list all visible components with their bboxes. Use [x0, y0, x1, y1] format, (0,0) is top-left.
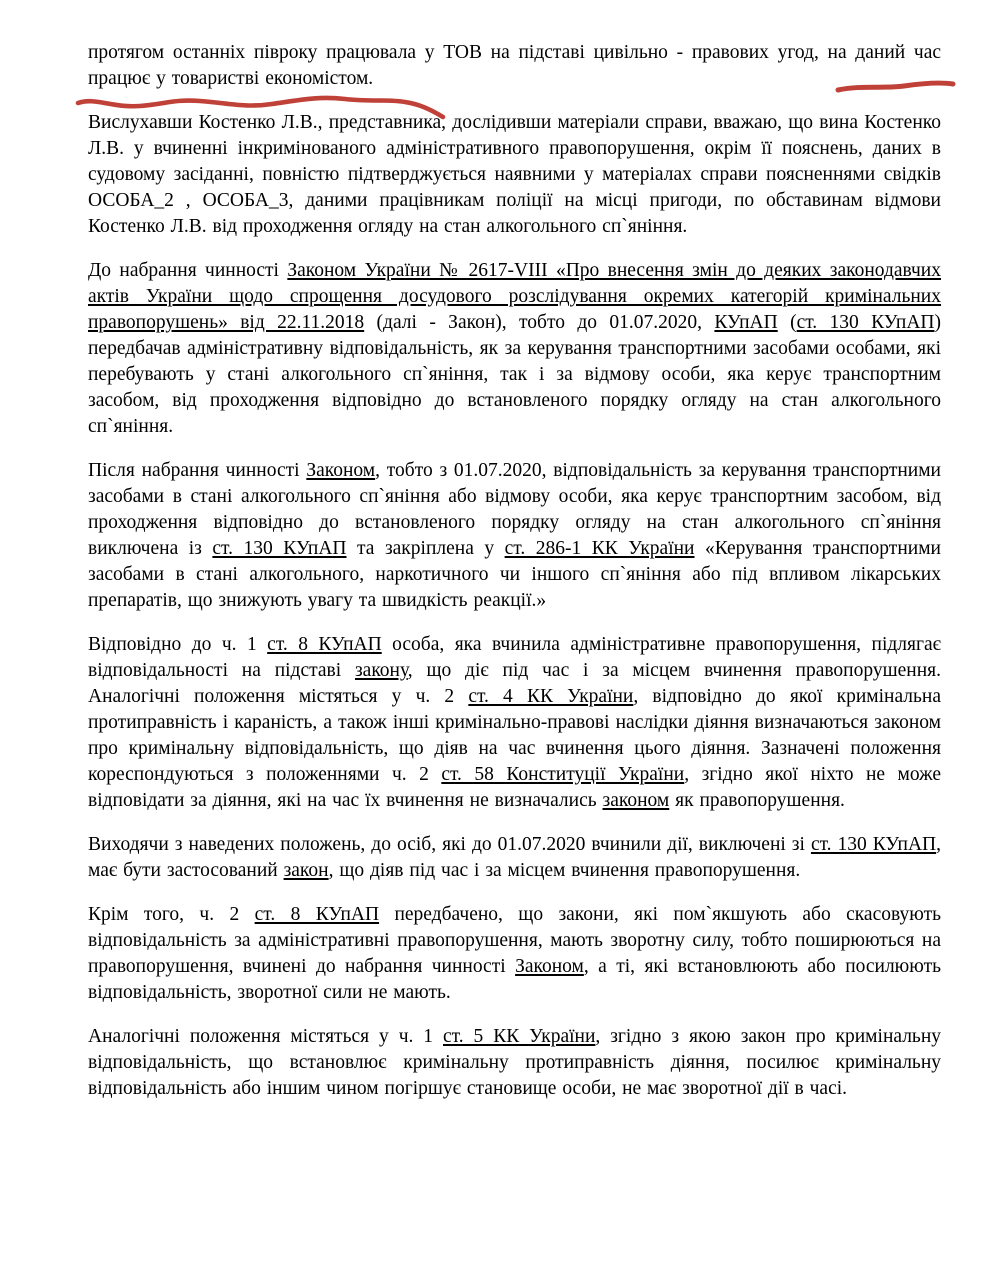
text-run: , згідно з якою закон про кримінальну відповідальність, що встановлює кримінальну протиправність діяння, посилює кримінальну відповідальність або іншим чином погіршує становище особи, не має зворотної дії в часі. [88, 1026, 942, 1099]
paragraph-6 [88, 832, 941, 884]
text-run: Вислухавши Костенко Л.В., представника, дослідивши матеріали справи, вважаю, що вина Костенко Л.В. у вчиненні інкримінованого адміністративного правопорушення, окрім її пояснень, даних в судовому засіданні, повністю підтверджується наявними у матеріалах справи поясненнями свідків ОСОБА_2 , ОСОБА_3, даними працівникам поліції на місці пригоди, по обставинам відмови Костенко Л.В. від проходження огляду на стан алкогольного сп`яніння. [88, 112, 941, 237]
document-body-text [88, 40, 941, 1102]
text-run: Крім того, ч. 2 [88, 904, 255, 925]
legal-reference-link[interactable]: ст. 8 КУпАП [254, 904, 380, 925]
text-run: Після набрання чинності [88, 460, 307, 481]
legal-reference-link[interactable]: ст. 4 КК України [468, 686, 634, 707]
legal-reference-link[interactable]: закон [283, 860, 329, 881]
text-run: , що діє під час і за місцем вчинення правопорушення. Аналогічні положення містяться у ч. 2 [88, 660, 941, 707]
paragraph-5 [88, 632, 941, 814]
paragraph-3 [88, 258, 941, 440]
legal-reference-link[interactable]: законом [602, 790, 670, 811]
legal-reference-link[interactable]: ст. 5 КК України [443, 1026, 596, 1047]
text-run: , згідно якої ніхто не може відповідати за діяння, які на час їх вчинення не визначались [88, 764, 942, 811]
text-run: , тобто з 01.07.2020, відповідальність за керування транспортними засобами в стані алкогольного сп`яніння або відмову особи, яка керує транспортним засобом, від проходження відповідно до встановленого порядку огляду на стан алкогольного сп`яніння виключена із [88, 460, 941, 559]
paragraph-8 [88, 1024, 941, 1102]
text-run: , а ті, які встановлюють або посилюють відповідальність, зворотної сили не мають. [88, 956, 941, 1003]
text-run: як правопорушення. [669, 790, 845, 811]
text-run: , відповідно до якої кримінальна протиправність і караність, а також інші кримінально-правові наслідки діяння визначаються законом про кримінальну відповідальність, що діяв на час вчинення цього діяння. Зазначені положення кореспондуються з положеннями ч. 2 [88, 686, 942, 785]
legal-reference-link[interactable]: ст. 8 КУпАП [267, 634, 382, 655]
text-run: (далі - Закон), тобто до 01.07.2020, [364, 312, 715, 333]
text-run: та закріплена у [346, 538, 505, 559]
legal-reference-link[interactable]: ст. 130 КУпАП [796, 312, 935, 333]
text-run: «Керування транспортними засобами в стані алкогольного, наркотичного чи іншого сп`яніння або під впливом лікарських препаратів, що знижують увагу та швидкість реакції.» [88, 538, 941, 611]
legal-reference-link[interactable]: ст. 286-1 КК України [504, 538, 695, 559]
text-run: ) передбачав адміністративну відповідальність, як за керування транспортними засобами особами, які перебувають у стані алкогольного сп`яніння, так і за відмову особи, яка керує транспортним засобом, від проходження відповідно до встановленого порядку огляду на стан алкогольного сп`яніння. [88, 312, 941, 437]
text-run: протягом останніх півроку працювала у ТОВ на підставі цивільно - правових угод, на даний час працює у товаристві економістом. [88, 42, 941, 89]
paragraph-1 [88, 40, 941, 92]
paragraph-7 [88, 902, 941, 1006]
legal-reference-link[interactable]: ст. 130 КУпАП [810, 834, 937, 855]
legal-reference-link[interactable]: закону [354, 660, 408, 681]
legal-reference-link[interactable]: ст. 58 Конституції України [441, 764, 685, 785]
text-run: Відповідно до ч. 1 [88, 634, 268, 655]
legal-reference-link[interactable]: Законом [515, 956, 584, 977]
legal-reference-link[interactable]: Законом України № 2617-VIII «Про внесення змін до деяких законодавчих актів України щодо спрощення досудового розслідування окремих категорій кримінальних правопорушень» від 22.11.2018 [88, 260, 941, 333]
legal-reference-link[interactable]: ст. 130 КУпАП [212, 538, 347, 559]
text-run: Виходячи з наведених положень, до осіб, які до 01.07.2020 вчинили дії, виключені зі [88, 834, 811, 855]
paragraph-2 [88, 110, 941, 240]
legal-reference-link[interactable]: Законом [306, 460, 376, 481]
text-run: , має бути застосований [88, 834, 941, 881]
text-run: ( [777, 312, 797, 333]
text-run: До набрання чинності [88, 260, 288, 281]
text-run: особа, яка вчинила адміністративне правопорушення, підлягає відповідальності на підставі [88, 634, 941, 681]
text-run: , що діяв під час і за місцем вчинення правопорушення. [328, 860, 801, 881]
text-run: Аналогічні положення містяться у ч. 1 [88, 1026, 443, 1047]
text-run: передбачено, що закони, які пом`якшують або скасовують відповідальність за адміністративні правопорушення, мають зворотну силу, тобто поширюються на правопорушення, вчинені до набрання чинності [88, 904, 941, 977]
paragraph-4 [88, 458, 941, 614]
legal-reference-link[interactable]: КУпАП [714, 312, 778, 333]
